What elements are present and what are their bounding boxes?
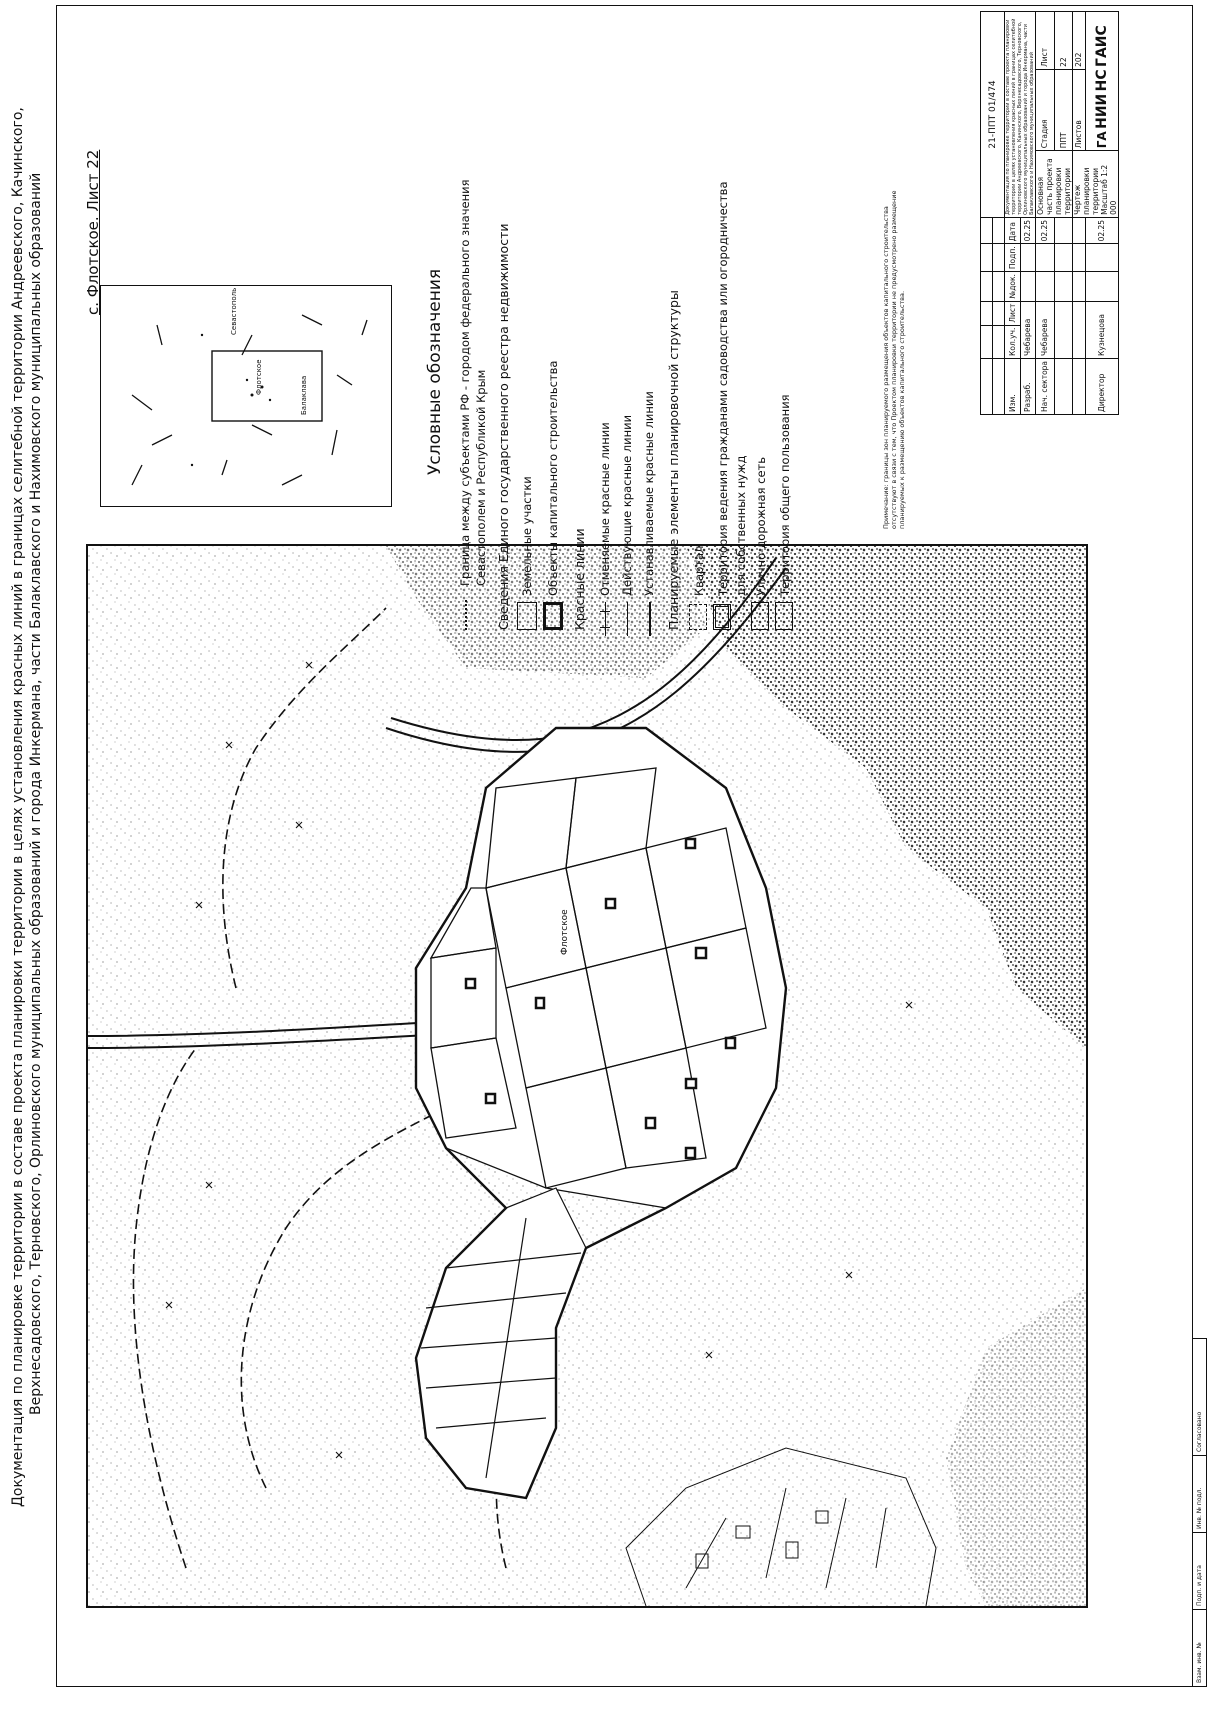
quarter-symbol [689, 604, 707, 630]
main-map [86, 544, 1088, 1608]
legend-row-existing: Действующие красные линии [620, 449, 634, 630]
stamp-code: 21-ППТ 01/474 [981, 12, 1005, 218]
stamp-name-head: Чебарева [1036, 301, 1055, 358]
stamp-sheets-header: Листов [1073, 69, 1086, 150]
legend-row-land: Земельные участки [520, 510, 534, 630]
side-stamp-inv: Инв. № подл. [1193, 1456, 1207, 1533]
stamp-col-change: Изм. [1005, 358, 1021, 414]
legend-row-cancelled: Отменяемые красные линии [598, 456, 612, 630]
stamp-sheets-value: 202 [1073, 12, 1086, 70]
drawing-note: Примечание: границы зон планируемого размещения объектов капитального строительства отсутствуют в связи с тем, что Проектом планировки территории не предусмотрено размещение планируемых к размещению объектов капитального строительства. [882, 190, 906, 529]
stamp-name-director: Кузнецова [1085, 301, 1118, 358]
stamp-organization: ГА НИИ НС ГАИС [1085, 12, 1118, 151]
inset-label-flotskoe: Флотское [255, 359, 263, 395]
stamp-stage-header: Стадия [1036, 69, 1055, 150]
inset-map-title: с. Флотское. Лист 22 [84, 149, 102, 315]
established-line-symbol [649, 602, 651, 636]
land-plot-symbol [517, 602, 537, 630]
legend-row-gardening-2: для собственных нужд [734, 455, 748, 596]
side-stamp-replace: Взам. инв. № [1193, 1610, 1207, 1687]
stamp-date-developer: 02.25 [1020, 217, 1036, 243]
road-network-symbol [751, 602, 769, 630]
legend-row-border-2: Севастополем и Республикой Крым [474, 369, 488, 586]
legend-row-buildings: Объекты капитального строительства [546, 395, 560, 630]
side-stamp-agreed: Согласовано [1193, 1339, 1207, 1456]
gardening-symbol [713, 604, 731, 630]
map-label-settlement: Флотское [560, 909, 570, 955]
dotted-line-symbol [465, 600, 467, 630]
legend-row-quarter: Квартал [692, 580, 706, 630]
stamp-name-developer: Чебарева [1020, 301, 1036, 358]
legend-row-roads: Улично-дорожная сеть [754, 491, 768, 630]
stamp-stage-value: ППТ [1054, 69, 1073, 150]
document-title-line1: Документация по планировке территории в составе проекта планировки территории в целях установления красных линий в границах селитебной территории Андреевского, Качинского, [10, 107, 26, 1507]
legend-header-egrn: Сведения Единого государственного реестра недвижимости [496, 223, 511, 630]
legend-title: Условные обозначения [425, 268, 445, 475]
stamp-col-count: Кол.уч. [1005, 325, 1021, 358]
stamp-date-head: 02.25 [1036, 217, 1055, 243]
stamp-description: Документация по планировке территории в составе проекта планировки территории в целях установления красных линий в границах селитебной территории Андреевского, Качинского, Верхнесадовского, Терновского, Орлиновского муниципальных образований и города Инкермана, части Балаклавского и Нахимовского муниципальных образований [1005, 12, 1036, 218]
stamp-sheet-title: Чертеж планировки территории [1073, 167, 1100, 215]
stamp-col-sign: Подп. [1005, 244, 1021, 272]
existing-line-symbol [627, 602, 628, 636]
legend-row-public: Территория общего пользования [778, 428, 792, 630]
legend-header-planned: Планируемые элементы планировочной структуры [666, 290, 681, 630]
stamp-col-doc: №док. [1005, 272, 1021, 302]
stamp-role-developer: Разраб. [1020, 358, 1036, 414]
stamp-sheet-value: 22 [1054, 12, 1073, 70]
stamp-sheet-header: Лист [1036, 12, 1055, 70]
inset-map [102, 287, 389, 505]
side-stamp [1192, 1338, 1207, 1687]
document-title-line2: Верхнесадовского, Терновского, Орлиновского муниципальных образований и города Инкермана, части Балаклавского и Нахимовского муниципальных образований [28, 172, 44, 1415]
legend-row-gardening: Территория ведения гражданами садоводства или огородничества [716, 215, 730, 630]
inset-label-sevastopol: Севастополь [230, 287, 238, 335]
legend-header-red-lines: Красные линии [572, 528, 587, 630]
stamp-col-date: Дата [1005, 217, 1021, 243]
stamp-col-sheet: Лист [1005, 301, 1021, 325]
public-area-symbol [775, 602, 793, 630]
cancelled-line-symbol [605, 602, 606, 636]
building-symbol [543, 602, 563, 630]
stamp-section: Основная часть проекта планировки территории [1036, 151, 1073, 218]
legend-row-border: Граница между субъектами РФ - городом федерального значения [458, 213, 472, 620]
inset-label-balaklava: Балаклава [300, 375, 308, 415]
stamp-date-director: 02.25 [1085, 217, 1118, 243]
stamp-scale: Масштаб 1:2 000 [1100, 164, 1118, 215]
stamp-role-head: Нач. сектора [1036, 358, 1055, 414]
title-block [980, 11, 1119, 415]
side-stamp-sign: Подп. и дата [1193, 1533, 1207, 1610]
legend-row-established: Устанавливаемые красные линии [642, 425, 656, 630]
stamp-role-director: Директор [1085, 358, 1118, 414]
